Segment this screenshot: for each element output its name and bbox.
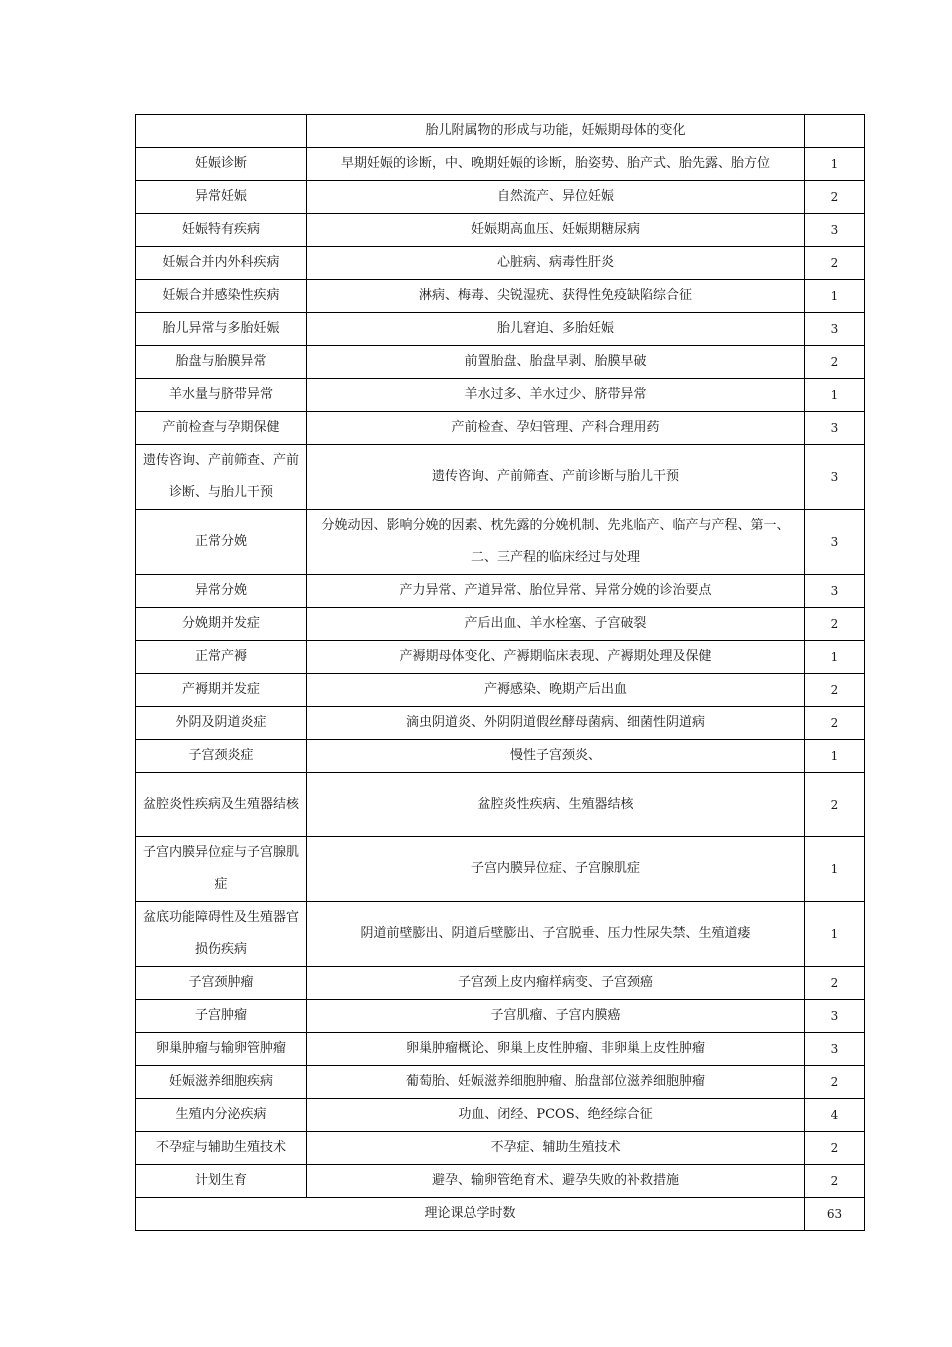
topic-cell: 妊娠合并内外科疾病 (136, 247, 307, 280)
topic-cell: 正常产褥 (136, 641, 307, 674)
hours-cell: 1 (805, 902, 865, 967)
table-row (136, 313, 865, 346)
hours-cell: 1 (805, 280, 865, 313)
table-row (136, 148, 865, 181)
topic-cell: 子宫颈炎症 (136, 740, 307, 773)
topic-cell: 妊娠诊断 (136, 148, 307, 181)
content-cell: 胎儿窘迫、多胎妊娠 (307, 313, 805, 346)
content-cell: 卵巢肿瘤概论、卵巢上皮性肿瘤、非卵巢上皮性肿瘤 (307, 1033, 805, 1066)
topic-cell: 产褥期并发症 (136, 674, 307, 707)
table-row (136, 1033, 865, 1066)
hours-cell: 2 (805, 1066, 865, 1099)
hours-cell: 4 (805, 1099, 865, 1132)
table-row (136, 1132, 865, 1165)
topic-cell: 计划生育 (136, 1165, 307, 1198)
content-cell: 子宫内膜异位症、子宫腺肌症 (307, 837, 805, 902)
hours-cell: 1 (805, 379, 865, 412)
content-cell: 盆腔炎性疾病、生殖器结核 (307, 773, 805, 837)
content-cell: 分娩动因、影响分娩的因素、枕先露的分娩机制、先兆临产、临产与产程、第一、二、三产程的临床经过与处理 (307, 510, 805, 575)
table-row (136, 115, 865, 148)
content-cell: 产褥感染、晚期产后出血 (307, 674, 805, 707)
hours-cell: 2 (805, 608, 865, 641)
content-cell: 产后出血、羊水栓塞、子宫破裂 (307, 608, 805, 641)
hours-cell: 3 (805, 313, 865, 346)
hours-cell (805, 115, 865, 148)
hours-cell: 2 (805, 674, 865, 707)
topic-cell: 胎儿异常与多胎妊娠 (136, 313, 307, 346)
table-row (136, 837, 865, 902)
table-row (136, 1000, 865, 1033)
content-cell: 妊娠期高血压、妊娠期糖尿病 (307, 214, 805, 247)
hours-cell: 2 (805, 1165, 865, 1198)
topic-cell: 子宫肿瘤 (136, 1000, 307, 1033)
topic-cell: 卵巢肿瘤与输卵管肿瘤 (136, 1033, 307, 1066)
table-row (136, 1165, 865, 1198)
hours-cell: 1 (805, 837, 865, 902)
content-cell: 葡萄胎、妊娠滋养细胞肿瘤、胎盘部位滋养细胞肿瘤 (307, 1066, 805, 1099)
topic-cell: 羊水量与脐带异常 (136, 379, 307, 412)
hours-cell: 2 (805, 707, 865, 740)
content-cell: 淋病、梅毒、尖锐湿疣、获得性免疫缺陷综合征 (307, 280, 805, 313)
topic-cell: 子宫颈肿瘤 (136, 967, 307, 1000)
table-row (136, 707, 865, 740)
topic-cell: 异常妊娠 (136, 181, 307, 214)
hours-cell: 3 (805, 214, 865, 247)
topic-cell: 产前检查与孕期保健 (136, 412, 307, 445)
topic-cell: 子宫内膜异位症与子宫腺肌症 (136, 837, 307, 902)
table-row (136, 510, 865, 575)
table-row (136, 379, 865, 412)
hours-cell: 3 (805, 412, 865, 445)
table-row (136, 575, 865, 608)
table-row (136, 902, 865, 967)
content-cell: 功血、闭经、PCOS、绝经综合征 (307, 1099, 805, 1132)
topic-cell: 胎盘与胎膜异常 (136, 346, 307, 379)
content-cell: 慢性子宫颈炎、 (307, 740, 805, 773)
content-cell: 产前检查、孕妇管理、产科合理用药 (307, 412, 805, 445)
syllabus-table (135, 114, 865, 1231)
topic-cell: 不孕症与辅助生殖技术 (136, 1132, 307, 1165)
hours-cell: 2 (805, 181, 865, 214)
hours-cell: 1 (805, 740, 865, 773)
table-row (136, 674, 865, 707)
content-cell: 早期妊娠的诊断，中、晚期妊娠的诊断，胎姿势、胎产式、胎先露、胎方位 (307, 148, 805, 181)
topic-cell: 妊娠滋养细胞疾病 (136, 1066, 307, 1099)
table-row (136, 740, 865, 773)
content-cell: 心脏病、病毒性肝炎 (307, 247, 805, 280)
table-row (136, 967, 865, 1000)
content-cell: 不孕症、辅助生殖技术 (307, 1132, 805, 1165)
topic-cell: 分娩期并发症 (136, 608, 307, 641)
content-cell: 子宫颈上皮内瘤样病变、子宫颈癌 (307, 967, 805, 1000)
hours-cell: 2 (805, 967, 865, 1000)
content-cell: 胎儿附属物的形成与功能，妊娠期母体的变化 (307, 115, 805, 148)
content-cell: 前置胎盘、胎盘早剥、胎膜早破 (307, 346, 805, 379)
hours-cell: 3 (805, 510, 865, 575)
hours-cell: 3 (805, 1000, 865, 1033)
hours-cell: 2 (805, 1132, 865, 1165)
topic-cell: 盆底功能障碍性及生殖器官损伤疾病 (136, 902, 307, 967)
topic-cell: 正常分娩 (136, 510, 307, 575)
table-row (136, 641, 865, 674)
table-row (136, 214, 865, 247)
hours-cell: 1 (805, 148, 865, 181)
topic-cell: 异常分娩 (136, 575, 307, 608)
hours-cell: 2 (805, 247, 865, 280)
content-cell: 避孕、输卵管绝育术、避孕失败的补救措施 (307, 1165, 805, 1198)
hours-cell: 2 (805, 773, 865, 837)
content-cell: 产力异常、产道异常、胎位异常、异常分娩的诊治要点 (307, 575, 805, 608)
table-row (136, 280, 865, 313)
topic-cell: 盆腔炎性疾病及生殖器结核 (136, 773, 307, 837)
table-row (136, 608, 865, 641)
content-cell: 阴道前壁膨出、阴道后壁膨出、子宫脱垂、压力性尿失禁、生殖道瘘 (307, 902, 805, 967)
content-cell: 滴虫阴道炎、外阴阴道假丝酵母菌病、细菌性阴道病 (307, 707, 805, 740)
topic-cell: 遗传咨询、产前筛查、产前诊断、与胎儿干预 (136, 445, 307, 510)
hours-cell: 3 (805, 1033, 865, 1066)
hours-cell: 3 (805, 445, 865, 510)
content-cell: 产褥期母体变化、产褥期临床表现、产褥期处理及保健 (307, 641, 805, 674)
total-label: 理论课总学时数 (136, 1198, 805, 1231)
table-row (136, 445, 865, 510)
topic-cell: 生殖内分泌疾病 (136, 1099, 307, 1132)
hours-cell: 3 (805, 575, 865, 608)
table-row (136, 412, 865, 445)
table-row (136, 1099, 865, 1132)
table-row (136, 773, 865, 837)
table-row (136, 247, 865, 280)
table-row (136, 181, 865, 214)
topic-cell: 妊娠特有疾病 (136, 214, 307, 247)
topic-cell: 妊娠合并感染性疾病 (136, 280, 307, 313)
content-cell: 羊水过多、羊水过少、脐带异常 (307, 379, 805, 412)
total-row (136, 1198, 865, 1231)
content-cell: 子宫肌瘤、子宫内膜癌 (307, 1000, 805, 1033)
content-cell: 遗传咨询、产前筛查、产前诊断与胎儿干预 (307, 445, 805, 510)
topic-cell (136, 115, 307, 148)
total-hours: 63 (805, 1198, 865, 1231)
content-cell: 自然流产、异位妊娠 (307, 181, 805, 214)
topic-cell: 外阴及阴道炎症 (136, 707, 307, 740)
hours-cell: 2 (805, 346, 865, 379)
table-row (136, 1066, 865, 1099)
hours-cell: 1 (805, 641, 865, 674)
table-row (136, 346, 865, 379)
